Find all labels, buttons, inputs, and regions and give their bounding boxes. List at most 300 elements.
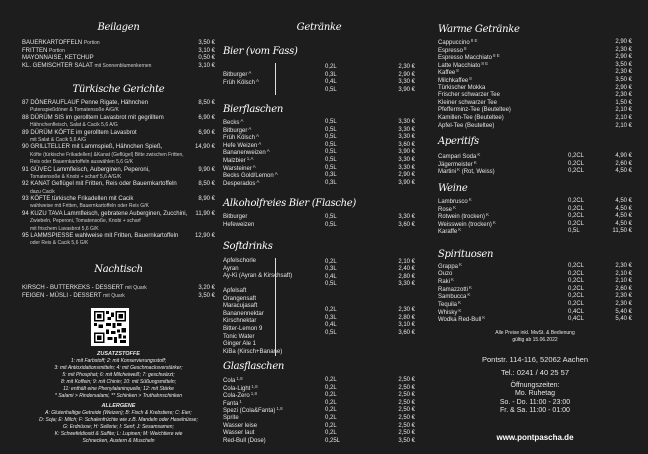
drink-price: 1,50 € <box>615 99 632 106</box>
item-price: 11,90 € <box>195 210 215 217</box>
drink-price: 2,10 € <box>615 107 632 114</box>
drink-item <box>223 214 415 222</box>
drink-price: 5,40 € <box>615 308 632 315</box>
drink-allergen-code: K <box>486 212 490 218</box>
item-name: 94 KUZU TAVA Lammfleisch, gebratene Auberginen, Zucchini, <box>22 210 188 217</box>
allergene-list <box>8 410 229 445</box>
item-name-text: FEIGEN - MÜSLI - DESSERT <box>22 292 102 299</box>
section-title-nachtisch: Nachtisch <box>94 264 143 275</box>
footnote-line: 3: mit Antioxidationsmitteln; 4: mit Geschmacksverstärker; <box>54 365 183 372</box>
drink-price: 3,50 € <box>615 76 632 83</box>
footnote-line: 5: mit Phosphat; 6: mit Milcheiweiß; 7: geschwärzt; <box>62 372 175 379</box>
hours-line: Fr. & Sa. 11:00 - 01:00 <box>500 406 570 414</box>
drink-size: 0,5L <box>325 214 337 220</box>
drink-size: 0,2CL <box>568 213 585 220</box>
item-description: mit Salat & Cacik 5,6 A/G <box>30 136 87 143</box>
drink-size: 0,2CL <box>568 220 585 227</box>
item-price: 9,90 € <box>198 166 215 173</box>
drink-name-text: Martini <box>438 169 457 176</box>
size-price-row <box>325 72 415 80</box>
drink-name-text: Warsteiner <box>223 165 252 172</box>
drink-price: 3,30 € <box>398 156 415 163</box>
drink-allergen-code: K <box>473 159 477 165</box>
item-name: 87 DÖNERAUFLAUF Penne Rigate, Hähnchen <box>22 100 149 106</box>
drink-price: 3,30 € <box>398 126 415 133</box>
drink-name-text: Malzbier <box>223 157 246 164</box>
drink-size: 0,3L <box>325 172 337 179</box>
drink-name-text: Hefe Weizen <box>223 142 258 149</box>
drink-allergen-code: A <box>256 133 260 139</box>
address: Pontstr. 114-116, 52062 Aachen <box>481 355 589 364</box>
drink-allergen-code: A <box>240 118 244 123</box>
opening-hours-title: Öffnungszeiten: <box>510 382 560 389</box>
warme-getraenke-list <box>438 39 632 130</box>
drink-item <box>223 142 415 150</box>
item-description: Tomatensoße & Knobi + scharf 5,6 A/G/K <box>30 173 122 180</box>
drink-name <box>438 316 485 325</box>
drink-name-text: Frischer schwarzer Tee <box>438 92 500 99</box>
section-title-softdrinks: Softdrinks <box>223 241 273 252</box>
drink-name-text: Cola <box>223 378 236 384</box>
drink-name-text: Tequila <box>438 301 458 308</box>
section-title-alkoholfreies-bier: Alkoholfreies Bier (Flasche) <box>223 198 357 209</box>
drink-name <box>223 258 292 266</box>
section-title-glasflaschen: Glasflaschen <box>223 361 285 372</box>
drink-size: 0,3L <box>325 266 337 273</box>
drink-price: 4,50 € <box>615 220 632 227</box>
section-title-warme-getraenke: Warme Getränke <box>438 24 520 35</box>
drink-price: 2,10 € <box>615 278 632 285</box>
drink-name-text: Cola-Zero <box>223 393 250 400</box>
menu-item <box>22 285 215 293</box>
aperitifs-list <box>438 153 632 176</box>
drink-item <box>438 316 632 324</box>
drink-item <box>438 198 632 206</box>
drink-price: 2,80 € <box>398 314 415 321</box>
drink-price: 2,10 € <box>615 122 632 129</box>
drink-price: 4,90 € <box>615 153 632 159</box>
drink-price: 2,50 € <box>398 377 415 383</box>
opening-hours <box>438 382 632 415</box>
weine-list <box>438 198 632 236</box>
drink-name-text: Becks Gold/Lemon <box>223 173 274 180</box>
item-description: oder Reis & Cacik 5,6 G/K <box>30 240 89 247</box>
section-title-weine: Weine <box>438 183 468 194</box>
section-title-spirituosen: Spirituosen <box>438 249 494 260</box>
drink-name-text: Pfefferminz-Tee (Beuteltee) <box>438 107 511 114</box>
drink-name-text: Bitburger <box>223 72 248 78</box>
drink-name-text: Bananennektar <box>223 310 264 317</box>
drink-name-text: Espresso <box>438 47 464 54</box>
drink-name-text: Früh Kölsch <box>223 79 256 86</box>
drink-name-text: Jägermeister <box>438 161 473 168</box>
drink-allergen-code: A <box>248 125 252 131</box>
section-title-beilagen: Beilagen <box>97 22 140 33</box>
drink-size: 0,25L <box>325 437 341 444</box>
drink-name-text: Campari Soda <box>438 154 477 160</box>
drink-item <box>438 69 632 77</box>
drink-name-text: Kirschnektar <box>223 318 257 325</box>
drink-size: 0,5L <box>325 164 337 171</box>
drink-name-text: Red-Bull (Dose) <box>223 437 266 444</box>
footnote-line: 8: mit Koffein; 9: mit Chinin; 10: mit Süßungsmitteln; <box>60 379 177 386</box>
drink-extra: (Rot, Weiss) <box>461 169 495 176</box>
telephone[interactable]: Tel.: 0241 / 40 25 57 <box>501 368 569 377</box>
drink-size: 0,5L <box>325 149 337 156</box>
drink-size: 0,5L <box>325 126 337 133</box>
item-price: 6,90 € <box>198 114 215 121</box>
brace-divider <box>273 258 276 289</box>
item-name-text: FRITTEN <box>22 47 48 54</box>
drink-name-text: Desperados <box>223 180 256 187</box>
drink-name-text: Raki <box>438 279 451 286</box>
hours-line: So. - Do. 11:00 - 23:00 <box>499 398 571 406</box>
group-sizes <box>325 64 415 94</box>
drink-name-text: Maracujasaft <box>223 303 258 310</box>
drink-size: 0,2CL <box>568 168 585 175</box>
item-name: 93 KÖFTE türkische Frikadellen mit Cacik <box>22 196 134 203</box>
drink-allergen-code: K <box>492 219 496 225</box>
menu-item-line <box>22 196 215 203</box>
menu-item-line <box>22 115 215 122</box>
drink-name-text: Orangensaft <box>223 295 257 302</box>
drink-item <box>438 301 632 309</box>
drink-name-text: Lambrusco <box>438 199 468 205</box>
drink-size: 0,3L <box>325 314 337 321</box>
drink-item <box>438 309 632 317</box>
item-price: 8,50 € <box>198 181 215 188</box>
drink-allergen-code: 8 E <box>493 53 500 59</box>
drink-item <box>223 423 415 431</box>
drink-name-text: Apfelschorle <box>223 258 257 264</box>
menu-item-line <box>22 167 215 174</box>
drinks-column <box>223 0 415 454</box>
drink-allergen-code: A <box>252 163 256 169</box>
bier-vom-fass-list <box>223 63 415 95</box>
drink-item <box>438 153 632 161</box>
drink-name-text: Rose <box>438 206 453 213</box>
size-price-row <box>325 274 415 282</box>
drink-price: 2,60 € <box>615 160 632 167</box>
drink-item <box>438 293 632 301</box>
drink-item <box>223 415 415 423</box>
menu-item-line <box>22 174 215 181</box>
drink-price: 2,30 € <box>615 293 632 300</box>
item-price: 3,50 € <box>198 292 215 299</box>
drink-name-text: Espresso Macchiato <box>438 55 493 62</box>
drink-name <box>438 92 500 100</box>
drink-price: 4,50 € <box>615 198 632 204</box>
item-name <box>22 40 100 48</box>
drink-name-text: KiBa (Kirsch+Banane) <box>223 348 283 355</box>
drink-item <box>438 39 632 47</box>
drink-allergen-code: K <box>469 284 473 290</box>
drink-item <box>223 157 415 165</box>
menu-item-line <box>22 100 215 107</box>
drink-name-text: Kleiner schwarzer Tee <box>438 99 497 106</box>
brace-divider <box>273 288 276 356</box>
drink-size: 0,2CL <box>568 160 585 167</box>
bierflaschen-list <box>223 119 415 187</box>
drink-allergen-code: K <box>458 307 462 313</box>
item-name-text: KIRSCH - BUTTERKEKS - DESSERT <box>22 285 124 291</box>
section-title-getraenke: Getränke <box>296 22 342 33</box>
drink-price: 2,90 € <box>615 54 632 61</box>
drink-price: 3,30 € <box>398 164 415 171</box>
drink-name-text: Cappuccino <box>438 40 470 46</box>
drink-name-text: Karaffe <box>438 229 458 236</box>
drink-size: 0,2L <box>325 64 337 70</box>
drink-name-text: Wasser leise <box>223 422 258 429</box>
drink-size: 0,2L <box>325 422 337 429</box>
drink-price: 3,30 € <box>398 119 415 125</box>
menu-item-line <box>22 218 215 225</box>
drink-price: 2,30 € <box>615 46 632 53</box>
menu-item-line <box>22 181 215 188</box>
drink-name <box>438 123 494 131</box>
drink-price: 3,30 € <box>398 281 415 288</box>
drink-price: 2,50 € <box>398 414 415 421</box>
section-title-bier-vom-fass: Bier (vom Fass) <box>223 46 298 57</box>
item-price: 14,90 € <box>194 144 215 151</box>
menu-item-line <box>22 152 215 159</box>
item-name-text: MAYONNAISE, KETCHUP <box>22 55 94 62</box>
size-price-row <box>325 307 415 315</box>
drink-item <box>223 430 415 438</box>
drink-item <box>223 165 415 173</box>
drink-item <box>438 123 632 131</box>
menu-item <box>22 55 215 63</box>
drink-price: 2,10 € <box>615 270 632 277</box>
drink-name <box>438 228 461 237</box>
drink-price: 2,90 € <box>615 84 632 91</box>
drink-name-text: Wodka Red-Bull <box>438 317 482 324</box>
item-name: 89 DÜRÜM KÖFTE im gerolltem Lavasbrot <box>22 129 137 136</box>
drink-price: 2,10 € <box>615 114 632 121</box>
drink-allergen-code: K <box>458 227 462 233</box>
drinks-column-2 <box>438 0 632 454</box>
drink-name-text: Kamillen-Tee (Beuteltee) <box>438 114 504 121</box>
group-sizes <box>325 259 415 289</box>
drink-size: 0,2CL <box>568 270 585 277</box>
drink-item <box>223 222 415 230</box>
drink-name-text: Bitburger <box>223 127 248 134</box>
drink-name-text: Bitburger <box>223 214 248 220</box>
item-name: 90 GRILLTELLER mit Lammspieß, Hähnchen Spieß, <box>22 144 163 151</box>
drink-price: 3,30 € <box>398 79 415 86</box>
drink-item <box>223 127 415 135</box>
menu-item-line <box>22 122 215 129</box>
drink-price: 2,90 € <box>398 71 415 78</box>
item-description: Portion <box>49 47 65 54</box>
drink-allergen-code: A <box>256 178 260 184</box>
drink-name-text: Sprite <box>223 414 239 421</box>
drink-name <box>223 266 292 274</box>
drink-item <box>438 161 632 169</box>
drink-item <box>438 107 632 115</box>
drink-name-text: Whisky <box>438 309 458 316</box>
drink-size: 0,2CL <box>568 263 585 269</box>
drink-size: 0,5L <box>325 329 337 336</box>
footnote-line: G: Erdnüsse; H: Sellerie; I: Senf; J: Sesamsamen; <box>63 424 174 431</box>
drink-size: 0,5L <box>568 228 580 235</box>
drink-allergen-code: A <box>258 140 262 146</box>
drink-allergen-code: A <box>266 148 270 154</box>
drink-item <box>438 168 632 176</box>
drink-item <box>438 228 632 236</box>
drink-price: 2,40 € <box>398 266 415 273</box>
drink-name <box>223 273 292 281</box>
item-description: mit frischem Lavasbrot 5,6 G/K <box>30 225 99 232</box>
drink-price: 3,30 € <box>398 134 415 141</box>
footnote-line: Schnecken, Austern & Muscheln <box>82 438 155 445</box>
drink-allergen-code: K <box>482 315 486 321</box>
price-note <box>438 330 632 344</box>
drink-name <box>438 115 504 123</box>
drink-name <box>438 100 497 108</box>
item-description: mit Quark <box>125 285 147 291</box>
menu-item-line <box>22 137 215 144</box>
drink-allergen-code: A <box>256 77 260 83</box>
menu-item-line <box>22 159 215 166</box>
softdrinks-group-2 <box>223 288 415 356</box>
drink-item <box>438 47 632 55</box>
drink-size: 0,4L <box>325 273 337 280</box>
item-name <box>22 285 147 293</box>
drink-name-text: Cola-Light <box>223 385 251 392</box>
menu-item-line <box>22 203 215 210</box>
drink-price: 3,90 € <box>398 149 415 156</box>
drink-allergen-code: K <box>468 197 472 202</box>
website-link[interactable]: www.pontpascha.de <box>496 433 574 442</box>
footnote-line: 1: mit Farbstoff; 2: mit Konservierungsstoff; <box>70 358 167 364</box>
drink-size: 0,5L <box>325 141 337 148</box>
menu-item-line <box>22 107 215 114</box>
drink-size: 0,2L <box>325 258 337 265</box>
menu-item <box>22 293 215 301</box>
drink-size: 0,2L <box>325 407 337 414</box>
item-name <box>22 63 151 71</box>
drink-item <box>223 407 415 415</box>
menu-item-line <box>22 144 215 151</box>
drink-price: 4,50 € <box>615 205 632 212</box>
drink-size: 0,2L <box>325 384 337 391</box>
drink-price: 4,50 € <box>615 213 632 220</box>
drink-name-text: Ayran <box>223 265 239 272</box>
item-name: 92 KANAT Geflügel mit Fritten, Reis oder Bauernkartoffeln <box>22 181 177 188</box>
footnote-line: K: Schwefeldioxid & Sulfite; L: Lupinen; M: Weichtiere wie <box>54 431 183 438</box>
drink-allergen-code: 8 <box>464 45 467 51</box>
item-name: 88 DÜRÜM SIS im gerolltem Lavasbrot mit gegrilltem <box>22 114 164 121</box>
item-description: Reis oder Bauernkartoffeln auswählen 5,6 G/K <box>30 159 134 166</box>
tuerkische-gerichte-list <box>16 100 215 248</box>
drink-size: 0,2CL <box>568 153 585 159</box>
group-sizes <box>325 307 415 337</box>
drink-name-text: Hefeweizen <box>223 221 255 228</box>
drink-name <box>438 85 485 93</box>
drink-item <box>438 115 632 123</box>
drink-price: 2,30 € <box>398 64 415 70</box>
drink-name-text: Bananenweizen <box>223 150 266 157</box>
menu-item <box>22 40 215 48</box>
item-name-text: BAUERKARTOFFELN <box>22 40 83 46</box>
allergene-title: ALLERGENE <box>101 403 136 409</box>
item-name <box>22 293 125 301</box>
drink-price: 3,50 € <box>398 437 415 444</box>
drink-name-text: Weisswein (trocken) <box>438 221 492 228</box>
item-description: dazu Cacik <box>30 188 55 195</box>
drink-price: 2,80 € <box>398 273 415 280</box>
drink-name <box>223 438 266 446</box>
drink-name <box>223 423 257 431</box>
drink-name-text: Apfelsaft <box>223 288 247 294</box>
drink-item <box>223 119 415 127</box>
nachtisch-list <box>22 285 215 300</box>
drink-item <box>223 400 415 408</box>
drink-size: 0,5L <box>325 281 337 288</box>
drink-name-text: Türkischer Mokka <box>438 84 486 91</box>
drink-item <box>438 100 632 108</box>
item-name: 95 LAMMSPIESSE wahlweise mit Fritten, Bauernkartoffeln <box>22 233 179 240</box>
drink-price: 4,50 € <box>615 168 632 175</box>
drink-price: 3,90 € <box>398 179 415 186</box>
drink-name-text: Ay-Ki (Ayran & Kirschsaft) <box>223 273 293 280</box>
drink-price: 2,10 € <box>398 258 415 265</box>
drink-item <box>438 271 632 279</box>
size-price-row <box>325 315 415 323</box>
footnote-line: A: Glutenhaltige Getreide (Weizen); B: Fisch & Krebstiere; C: Eier; <box>45 410 192 416</box>
drink-name-text: Fanta <box>223 400 239 407</box>
drink-size: 0,2L <box>325 399 337 406</box>
drink-size: 0,3L <box>325 179 337 186</box>
drink-name-text: Ouzo <box>438 270 453 277</box>
item-description: mit Quark <box>103 292 125 299</box>
drink-name-text: Becks <box>223 120 240 126</box>
drink-size: 0,5L <box>325 221 337 228</box>
drink-name-text: Latte Macchiato <box>438 62 481 69</box>
drink-price: 2,50 € <box>398 430 415 437</box>
drink-allergen-code: 1,A <box>246 155 254 161</box>
drink-name-text: Sambucca <box>438 294 467 301</box>
drink-price: 2,30 € <box>398 307 415 313</box>
drink-name-text: Spezi (Cola&Fanta) <box>223 408 276 415</box>
drink-name-text: Tonic Water <box>223 333 255 340</box>
menu-item <box>22 48 215 56</box>
drink-size: 0,2L <box>325 430 337 437</box>
item-price: 3,10 € <box>198 47 215 54</box>
drink-allergen-code: A <box>248 70 252 75</box>
qr-code[interactable] <box>91 308 129 346</box>
drink-price: 2,50 € <box>398 384 415 391</box>
drink-item <box>438 221 632 229</box>
drink-allergen-code: K <box>457 167 461 173</box>
drink-size: 0,2CL <box>568 293 585 300</box>
drink-allergen-code: K <box>467 292 471 298</box>
drink-price: 2,50 € <box>398 422 415 429</box>
drink-size: 0,5L <box>325 119 337 125</box>
glasflaschen-list <box>223 377 415 445</box>
item-name-text: KL. GEMISCHTER SALAT <box>22 62 93 69</box>
drink-allergen-code: K <box>451 277 455 283</box>
drink-item <box>438 213 632 221</box>
drink-name-text: Ramazzotti <box>438 286 469 293</box>
drink-name-text: Grappa <box>438 264 459 270</box>
drink-allergen-code: K <box>477 152 481 157</box>
item-description: wahlweise mit Fritten, Bauernkartoffeln oder Reis G/K <box>30 203 149 210</box>
drink-allergen-code: A <box>274 171 278 177</box>
drink-allergen-code: 8 E <box>481 60 489 66</box>
drink-price: 5,40 € <box>615 316 632 323</box>
